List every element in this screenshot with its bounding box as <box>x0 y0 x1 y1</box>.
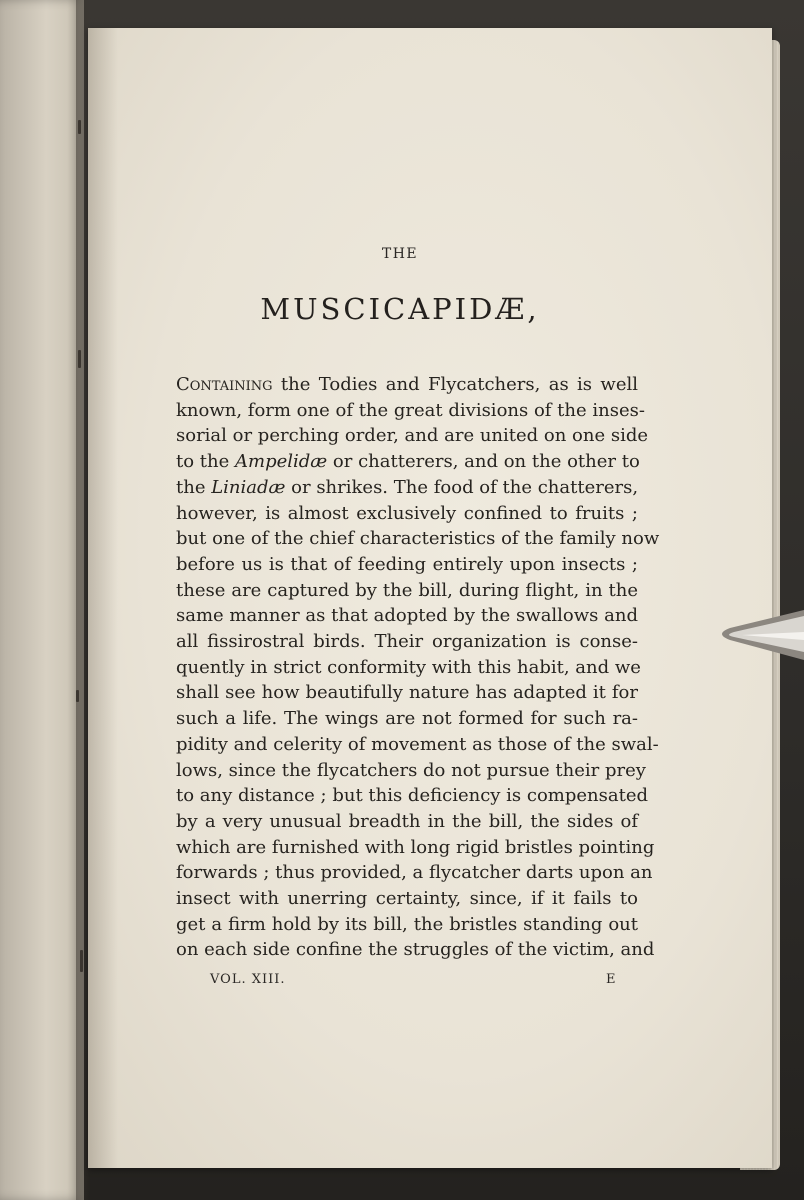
text-line <box>176 706 638 732</box>
text-run: or chatterers, and on the other to <box>327 451 640 473</box>
text-run: forwards ; thus provided, a flycatcher darts upon an <box>176 862 653 884</box>
italic-term: Ampelidæ <box>235 451 328 473</box>
text-run: which are furnished with long rigid bristles pointing <box>176 836 655 858</box>
binding-mark <box>76 690 79 702</box>
footer-signature: E <box>606 972 616 987</box>
text-line <box>176 783 649 809</box>
text-line <box>176 937 655 963</box>
text-run: lows, since the flycatchers do not pursue their prey <box>176 759 646 781</box>
text-line <box>176 552 638 578</box>
text-line <box>176 526 660 552</box>
text-run: before us is that of feeding entirely upon insects ; <box>176 553 638 575</box>
page-fold-shadow <box>88 28 118 1168</box>
chapter-title: MUSCICAPIDÆ, <box>260 292 540 326</box>
text-run: sorial or perching order, and are united on one side <box>176 425 649 447</box>
text-line <box>176 423 649 449</box>
footer-volume: VOL. XIII. <box>210 972 286 987</box>
text-run: however, is almost exclusively confined to fruits ; <box>176 502 638 524</box>
text-run: to the <box>176 451 235 473</box>
text-run: these are captured by the bill, during flight, in the <box>176 579 638 601</box>
text-line <box>176 629 638 655</box>
text-line <box>176 835 655 861</box>
left-page-edge <box>0 0 84 1200</box>
text-run: all fissirostral birds. Their organization is conse- <box>176 631 638 653</box>
binding-mark <box>78 120 81 134</box>
text-line <box>176 732 659 758</box>
text-run: pidity and celerity of movement as those of the swal- <box>176 733 659 755</box>
body-paragraph <box>176 372 660 963</box>
text-run: or shrikes. The food of the chatterers, <box>285 476 639 498</box>
text-line <box>176 372 638 398</box>
text-line <box>176 809 638 835</box>
text-line <box>176 398 645 424</box>
text-line <box>176 655 641 681</box>
text-run: such a life. The wings are not formed for such ra- <box>176 708 638 730</box>
italic-term: Liniadæ <box>211 476 286 498</box>
binding-mark <box>80 950 83 972</box>
text-run: known, form one of the great divisions of the inses- <box>176 399 645 421</box>
text-run: get a firm hold by its bill, the bristles standing out <box>176 913 638 935</box>
small-caps-word: Containing <box>176 374 273 395</box>
binding-mark <box>78 350 81 368</box>
text-run: same manner as that adopted by the swallows and <box>176 605 638 627</box>
text-run: but one of the chief characteristics of the family now <box>176 528 660 550</box>
text-line <box>176 475 638 501</box>
text-line <box>176 860 653 886</box>
text-run: quently in strict conformity with this habit, and we <box>176 656 641 678</box>
page-pointer-tool <box>712 606 804 664</box>
text-run: the <box>176 476 212 498</box>
text-line <box>176 578 638 604</box>
text-line <box>176 758 646 784</box>
text-line <box>176 603 638 629</box>
text-line <box>176 449 638 475</box>
text-run: the Todies and Flycatchers, as is well <box>272 374 638 395</box>
text-run: shall see how beautifully nature has adapted it for <box>176 682 638 704</box>
text-line <box>176 501 638 527</box>
text-run: to any distance ; but this deficiency is compensated <box>176 785 649 807</box>
text-line <box>176 912 638 938</box>
text-run: on each side confine the struggles of the victim, and <box>176 939 655 961</box>
text-line <box>176 886 638 912</box>
text-run: by a very unusual breadth in the bill, the sides of <box>176 810 638 832</box>
text-run: insect with unerring certainty, since, if it fails to <box>176 888 638 910</box>
heading-the: THE <box>381 246 419 262</box>
text-line <box>176 680 638 706</box>
